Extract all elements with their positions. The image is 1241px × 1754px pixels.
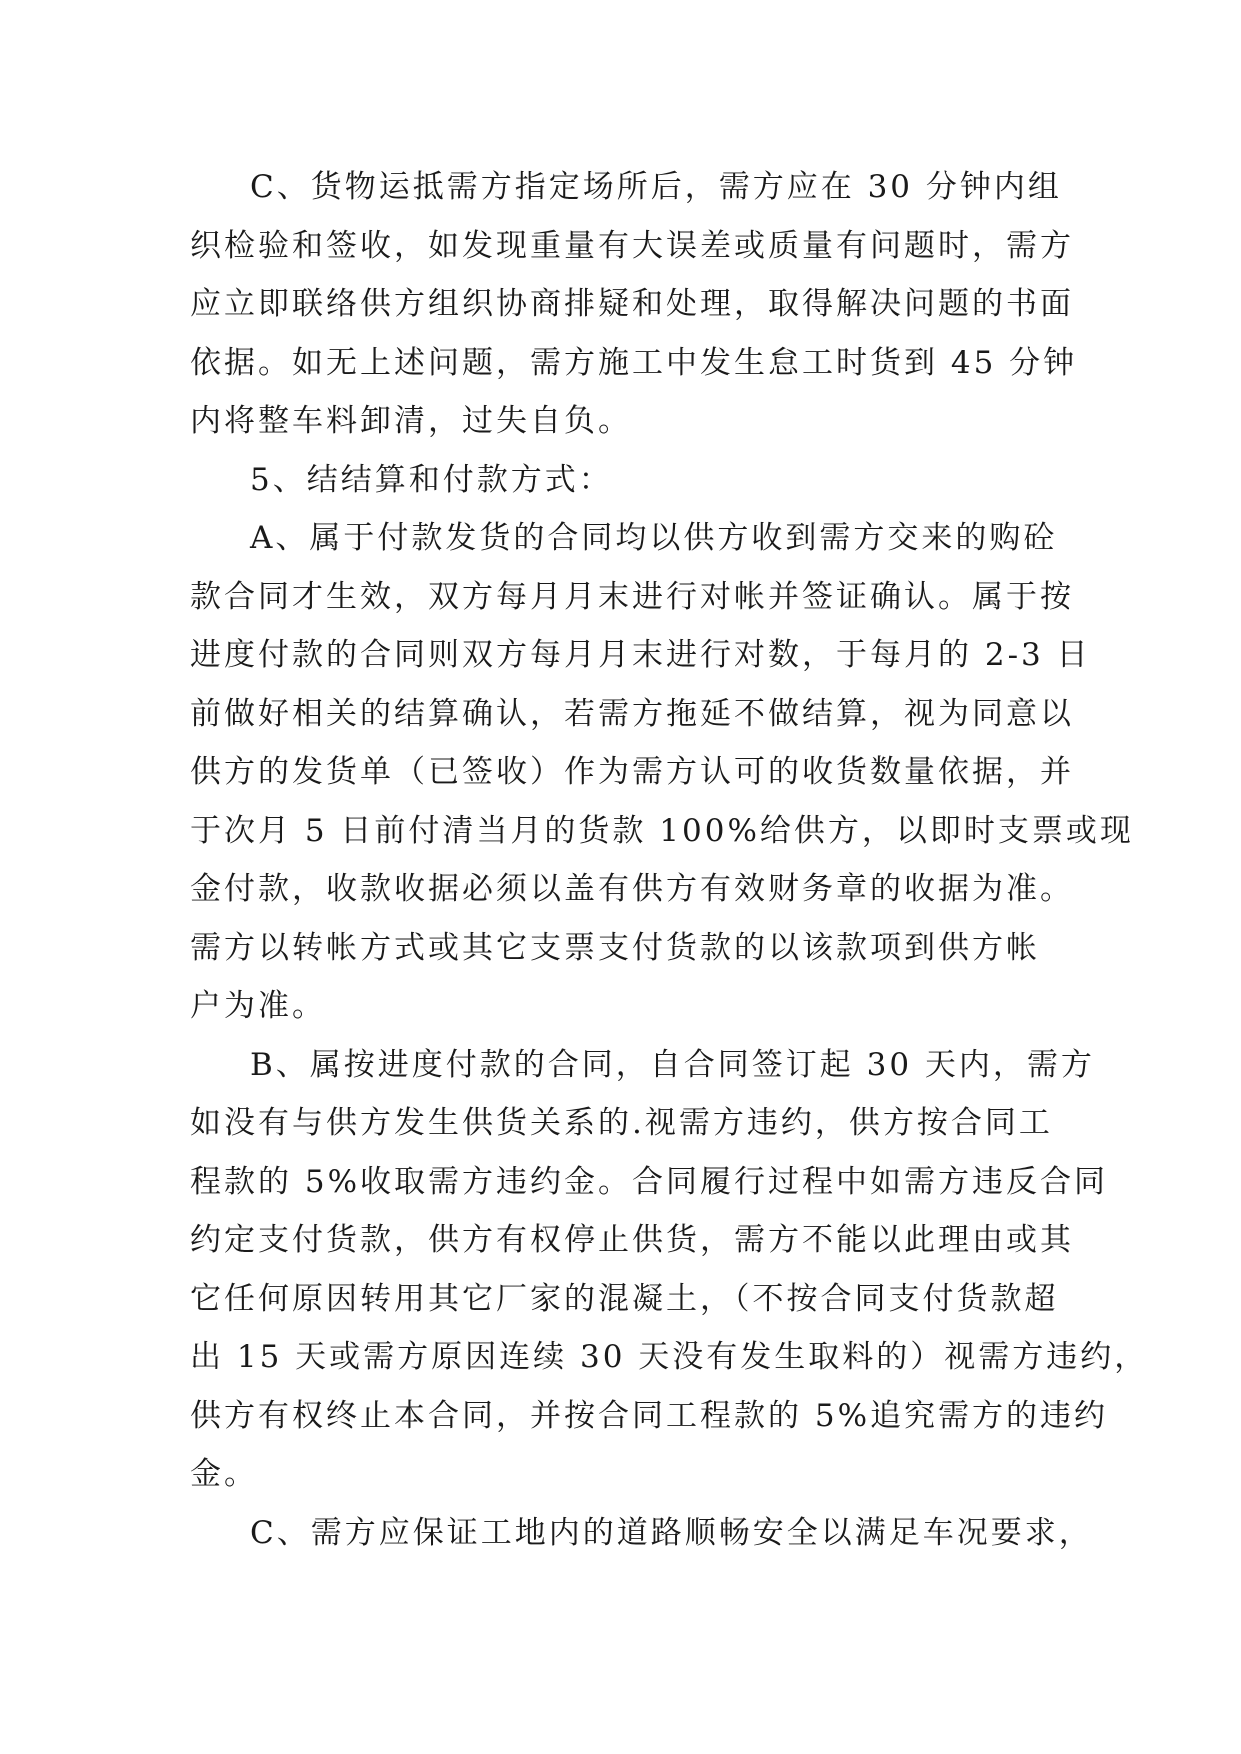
paragraph-c-line-3: 应立即联络供方组织协商排疑和处理，取得解决问题的书面 bbox=[190, 286, 1074, 322]
section-5-heading: 5、结结算和付款方式： bbox=[250, 461, 613, 498]
paragraph-a-line-7: 金付款，收款收据必须以盖有供方有效财务章的收据为准。 bbox=[190, 871, 1074, 907]
paragraph-a-line-3: 进度付款的合同则双方每月月末进行对数，于每月的 2-3 日 bbox=[190, 637, 1091, 673]
contract-body-text bbox=[190, 158, 1149, 1562]
paragraph-c2-line-1: C、需方应保证工地内的道路顺畅安全以满足车况要求， bbox=[250, 1514, 1093, 1551]
paragraph-a-line-4: 前做好相关的结算确认，若需方拖延不做结算，视为同意以 bbox=[190, 695, 1074, 732]
paragraph-b-line-2: 如没有与供方发生供货关系的.视需方违约，供方按合同工 bbox=[190, 1105, 1053, 1141]
paragraph-c-line-4: 依据。如无上述问题，需方施工中发生怠工时货到 45 分钟 bbox=[190, 344, 1078, 381]
paragraph-a-line-5: 供方的发货单（已签收）作为需方认可的收货数量依据，并 bbox=[190, 754, 1074, 790]
paragraph-b-line-7: 供方有权终止本合同，并按合同工程款的 5%追究需方的违约 bbox=[190, 1397, 1109, 1434]
paragraph-a-line-8: 需方以转帐方式或其它支票支付货款的以该款项到供方帐 bbox=[190, 929, 1040, 966]
paragraph-b-line-8: 金。 bbox=[190, 1456, 258, 1492]
paragraph-b-line-3: 程款的 5%收取需方违约金。合同履行过程中如需方违反合同 bbox=[190, 1163, 1109, 1200]
paragraph-b-line-4: 约定支付货款，供方有权停止供货，需方不能以此理由或其 bbox=[190, 1222, 1074, 1258]
paragraph-a-line-6: 于次月 5 日前付清当月的货款 100%给供方，以即时支票或现 bbox=[190, 812, 1134, 849]
paragraph-a-line-1: A、属于付款发货的合同均以供方收到需方交来的购砼 bbox=[250, 520, 1058, 556]
paragraph-c-line-5: 内将整车料卸清，过失自负。 bbox=[190, 403, 632, 439]
paragraph-c-line-2: 织检验和签收，如发现重量有大误差或质量有问题时，需方 bbox=[190, 227, 1074, 264]
paragraph-a-line-9: 户为准。 bbox=[190, 988, 326, 1024]
paragraph-a-line-2: 款合同才生效，双方每月月末进行对帐并签证确认。属于按 bbox=[190, 578, 1074, 615]
paragraph-b-line-5: 它任何原因转用其它厂家的混凝土，（不按合同支付货款超 bbox=[190, 1280, 1059, 1317]
paragraph-c-line-1: C、货物运抵需方指定场所后，需方应在 30 分钟内组 bbox=[250, 169, 1062, 205]
paragraph-b-line-1: B、属按进度付款的合同，自合同签订起 30 天内，需方 bbox=[250, 1046, 1095, 1083]
paragraph-b-line-6: 出 15 天或需方原因连续 30 天没有发生取料的）视需方违约， bbox=[190, 1339, 1149, 1375]
